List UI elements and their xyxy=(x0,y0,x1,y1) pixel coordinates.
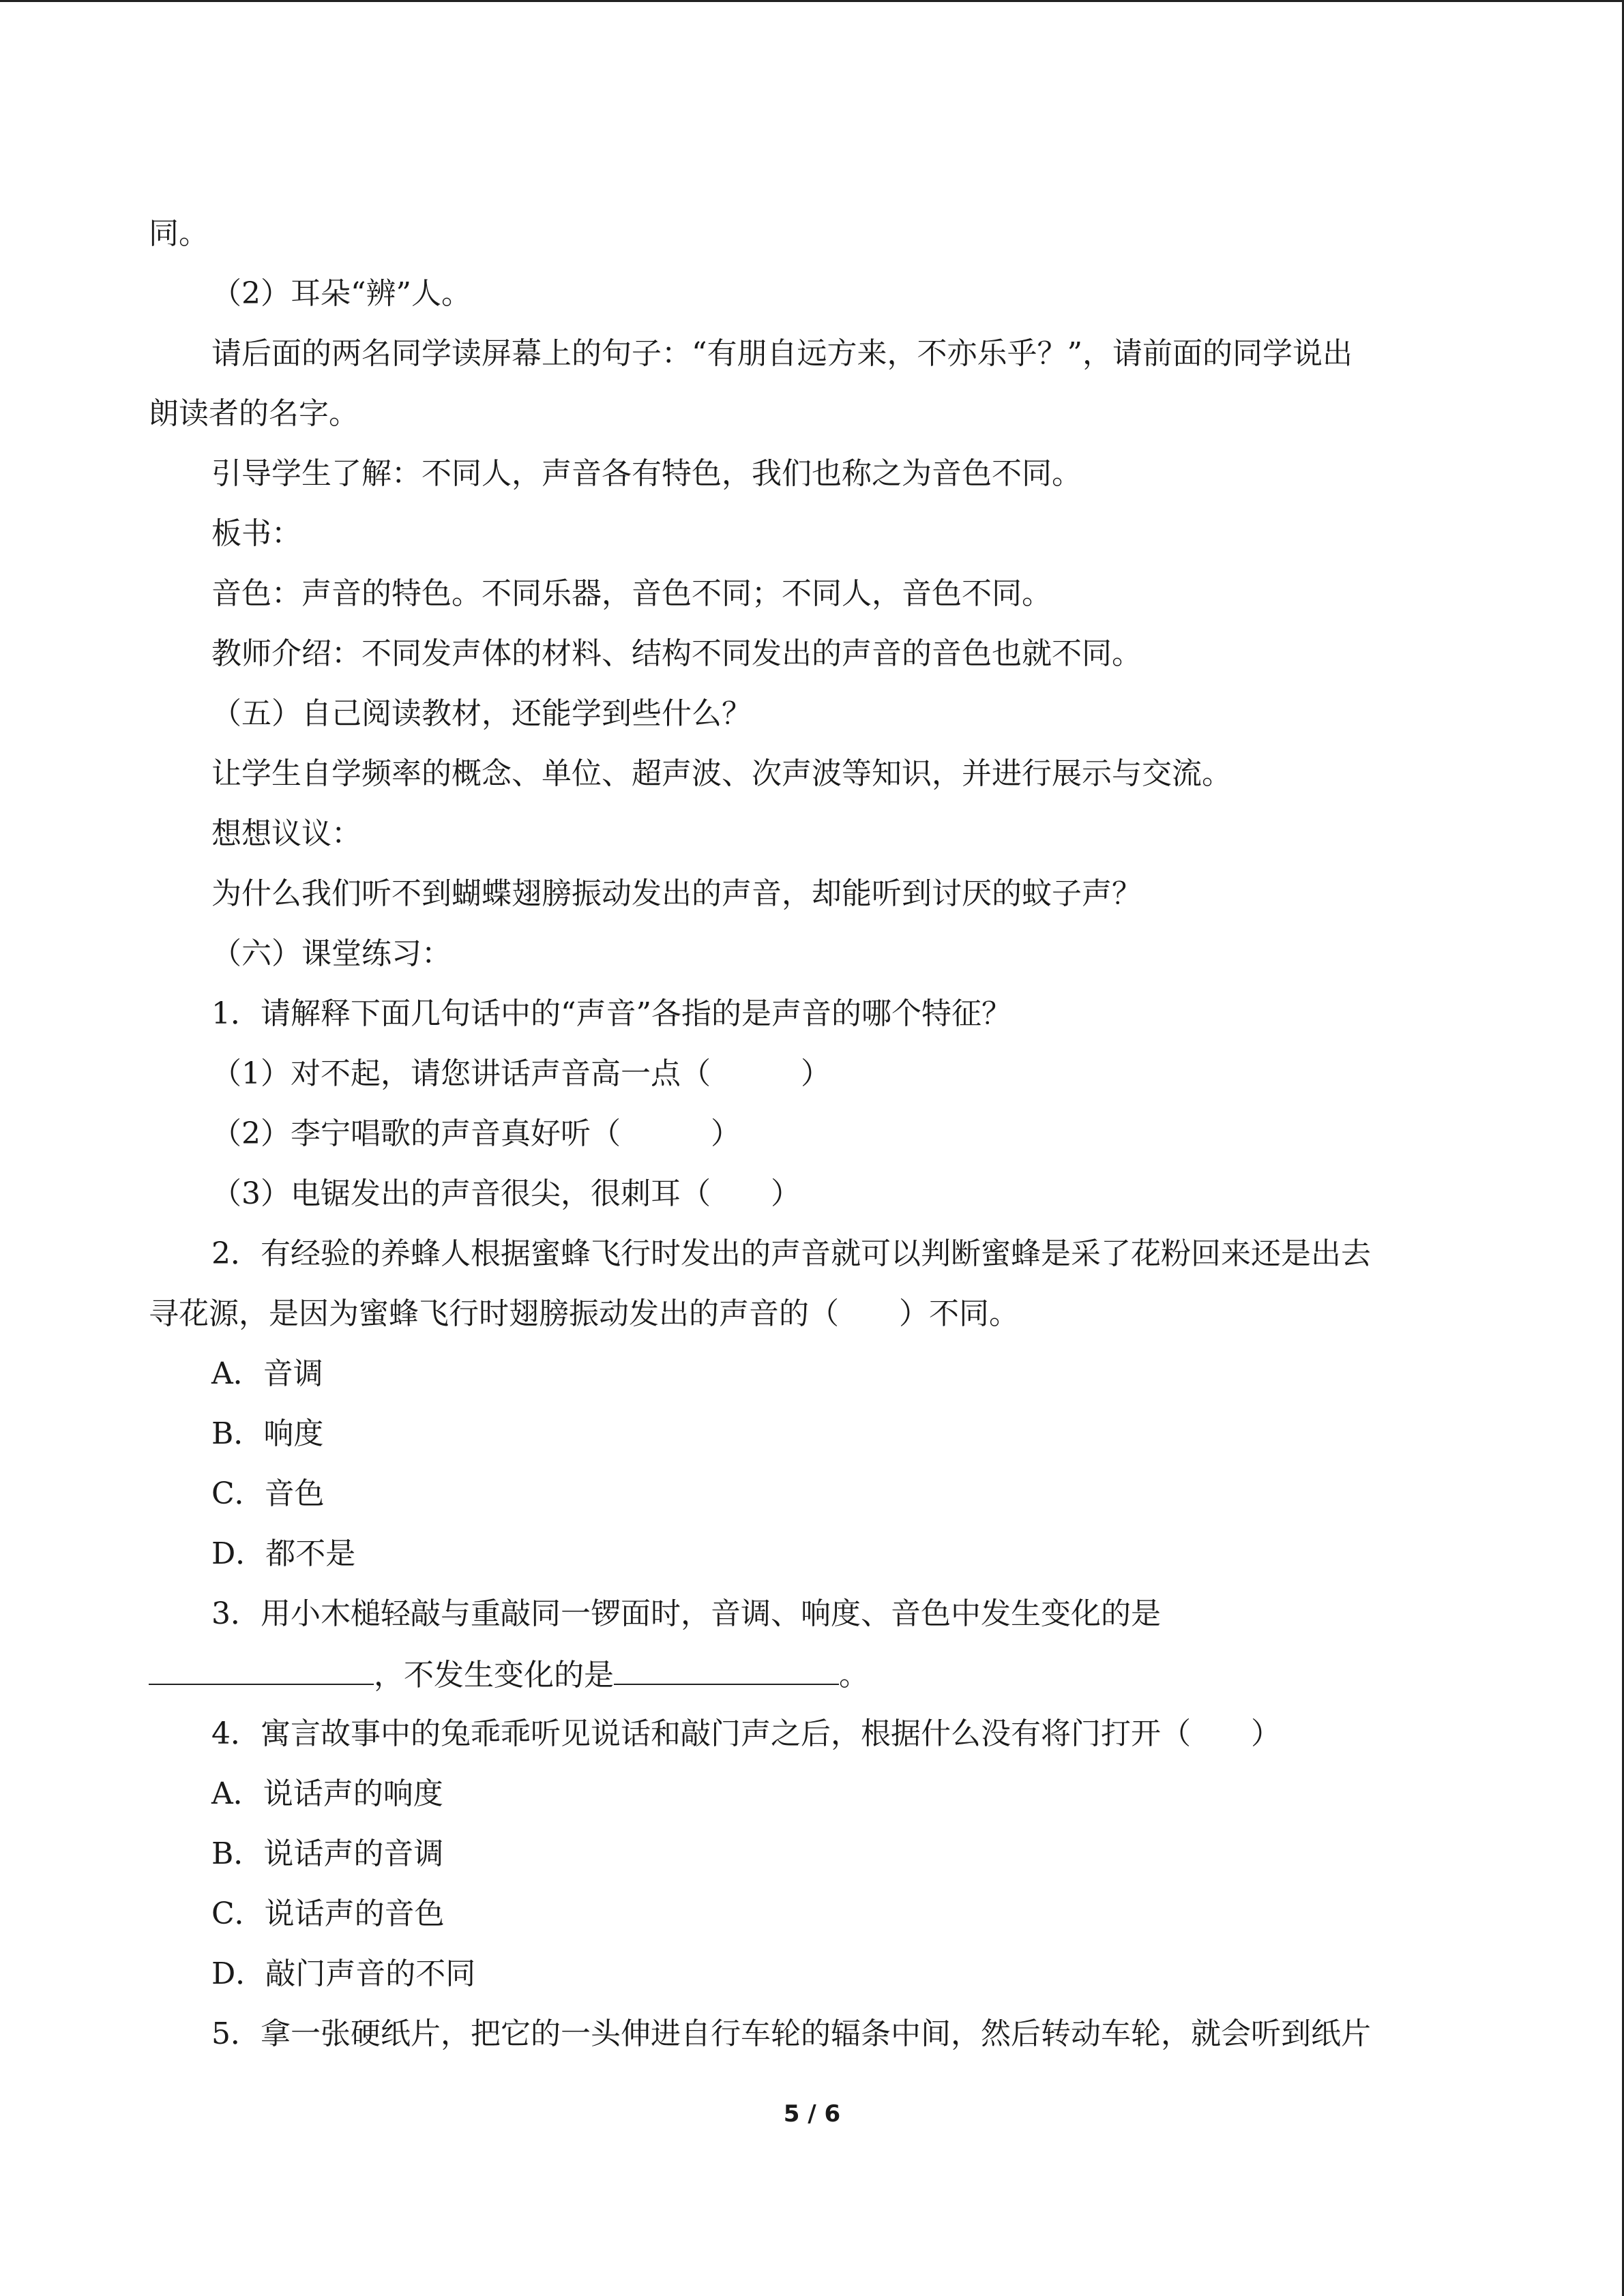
text-line: 音色：声音的特色。不同乐器，音色不同；不同人，音色不同。 xyxy=(211,576,1052,611)
question-item: 3．用小木槌轻敲与重敲同一锣面时，音调、响度、音色中发生变化的是 xyxy=(211,1596,1161,1631)
question-item: 5．拿一张硬纸片，把它的一头伸进自行车轮的辐条中间，然后转动车轮，就会听到纸片 xyxy=(211,2016,1371,2051)
answer-option: A．音调 xyxy=(211,1356,323,1391)
section-heading: （2）耳朵“辨”人。 xyxy=(211,276,471,311)
sub-question: （2）李宁唱歌的声音真好听（ ） xyxy=(211,1116,741,1151)
answer-blank[interactable] xyxy=(149,1654,374,1685)
text-line: 请后面的两名同学读屏幕上的句子：“有朋自远方来，不亦乐乎？”，请前面的同学说出 xyxy=(211,336,1353,371)
sub-question: （3）电锯发出的声音很尖，很刺耳（ ） xyxy=(211,1176,801,1211)
answer-option: C．说话声的音色 xyxy=(211,1896,445,1931)
sub-question: （1）对不起，请您讲话声音高一点（ ） xyxy=(211,1056,831,1091)
text-fragment: 。 xyxy=(839,1658,869,1693)
answer-blank[interactable] xyxy=(614,1654,839,1685)
answer-option: B．响度 xyxy=(211,1416,324,1451)
section-heading: （五）自己阅读教材，还能学到些什么？ xyxy=(211,696,752,731)
text-line: 让学生自学频率的概念、单位、超声波、次声波等知识，并进行展示与交流。 xyxy=(211,756,1232,791)
text-fragment: ，不发生变化的是 xyxy=(374,1658,614,1693)
section-heading: （六）课堂练习： xyxy=(211,936,452,971)
text-line: 为什么我们听不到蝴蝶翅膀振动发出的声音，却能听到讨厌的蚊子声？ xyxy=(211,876,1142,911)
text-line: 板书： xyxy=(211,516,301,551)
answer-option: C．音色 xyxy=(211,1476,325,1511)
answer-option: B．说话声的音调 xyxy=(211,1836,444,1871)
page-number: 5 / 6 xyxy=(783,2100,841,2128)
fill-in-line xyxy=(149,1654,869,1695)
answer-option: A．说话声的响度 xyxy=(211,1776,443,1811)
text-line: 想想议议： xyxy=(211,816,361,851)
question-item: 4．寓言故事中的兔乖乖听见说话和敲门声之后，根据什么没有将门打开（ ） xyxy=(211,1716,1281,1751)
text-line: 引导学生了解：不同人，声音各有特色，我们也称之为音色不同。 xyxy=(211,456,1082,491)
text-line: 教师介绍：不同发声体的材料、结构不同发出的声音的音色也就不同。 xyxy=(211,636,1142,671)
text-line: 寻花源，是因为蜜蜂飞行时翅膀振动发出的声音的（ ）不同。 xyxy=(149,1296,1019,1331)
answer-option: D．敲门声音的不同 xyxy=(211,1956,476,1991)
text-line: 同。 xyxy=(149,216,209,251)
answer-option: D．都不是 xyxy=(211,1536,356,1571)
text-line: 朗读者的名字。 xyxy=(149,396,359,431)
question-item: 1．请解释下面几句话中的“声音”各指的是声音的哪个特征？ xyxy=(211,996,1012,1031)
question-item: 2．有经验的养蜂人根据蜜蜂飞行时发出的声音就可以判断蜜蜂是采了花粉回来还是出去 xyxy=(211,1236,1371,1271)
